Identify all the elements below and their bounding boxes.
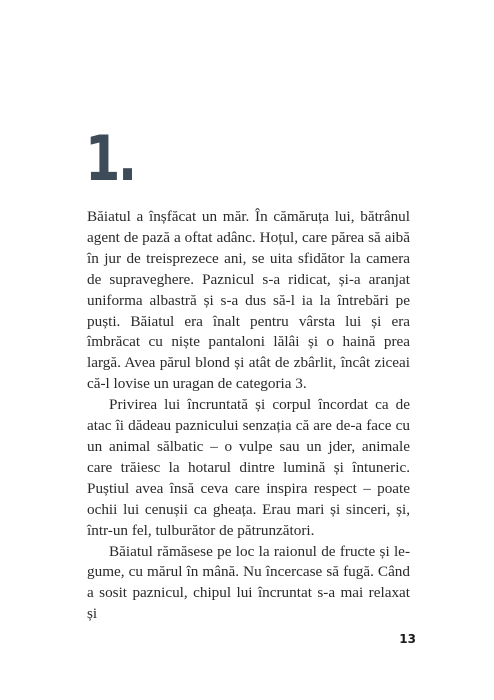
paragraph: Băiatul rămăsese pe loc la raionul de fructe și legume, cu mărul în mână. Nu încercase să fugă. Când a sosit paznicul, chipul lui încruntat s-a mai relaxat și — [87, 542, 410, 623]
paragraph: Băiatul a înșfăcat un măr. În cămăruța lui, bătrânul agent de pază a oftat adânc. Hoțul, care părea să aibă în jur de treisprezece ani, se uita sfidător la camera de supraveghere. Paznicul s-a ridicat, și-a aranjat uniforma albastră și s-a dus să-l ia la întrebări pe puști. Băiatul era înalt pentru vârsta lui și era îmbrăcat cu niște pantaloni lălâi și o haină prea largă. Avea părul blond și atât de zbârlit, încât ziceai că-l lovise un uragan de categoria 3. — [87, 208, 410, 393]
chapter-number: 1. — [85, 122, 135, 195]
page-number: 13 — [399, 632, 416, 646]
chapter-text — [87, 207, 410, 625]
paragraph: Privirea lui încruntată și corpul încordat ca de atac îi dădeau paznicului senzația că are de-a face cu un animal sălbatic – o vulpe sau un jder, animale care trăiesc la hotarul dintre lumină și întuneric. Puștiul avea însă ceva care inspira respect – poate ochii lui cenușii ca gheața. Erau mari și sinceri, și, într-un fel, tulburător de pătrunzători. — [87, 396, 410, 539]
